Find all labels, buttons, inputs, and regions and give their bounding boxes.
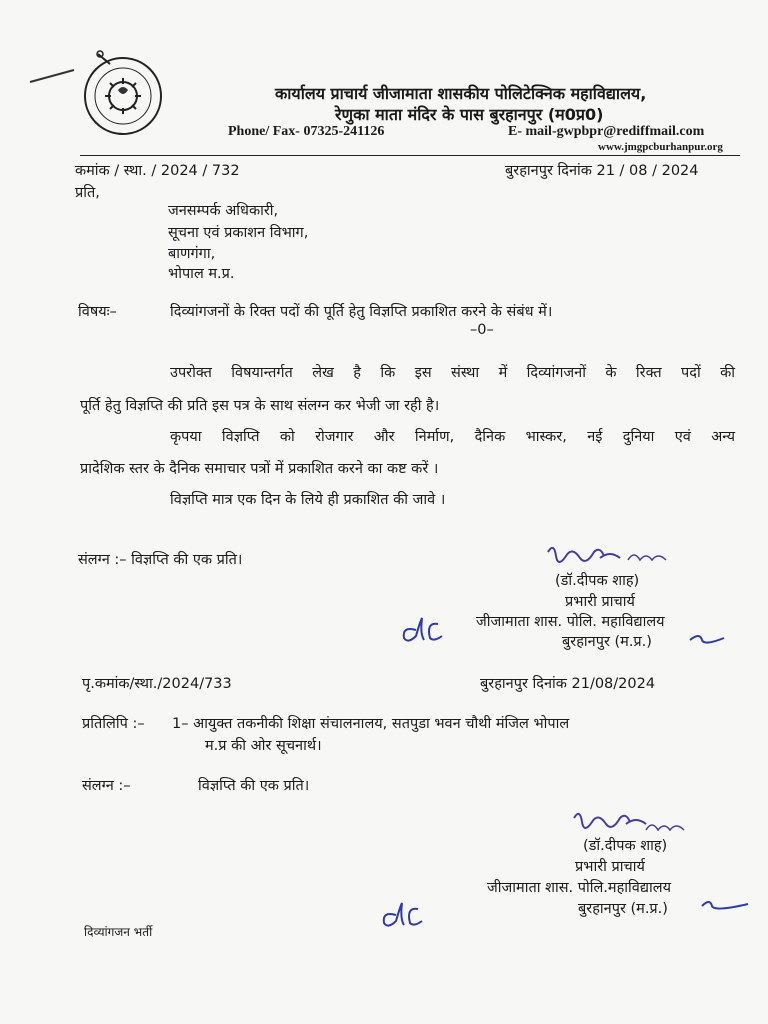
copy-signatory-name: (डॉ.दीपक शाह) bbox=[583, 838, 668, 854]
website: www.jmgpcburhanpur.org bbox=[598, 141, 723, 153]
copy-signatory-place: बुरहानपुर (म.प्र.) bbox=[578, 901, 668, 917]
subject-mark: –0– bbox=[470, 322, 494, 338]
copy-reference-number: पृ.कमांक/स्था./2024/733 bbox=[82, 676, 232, 692]
paragraph-2-line2: प्रादेशिक स्तर के दैनिक समाचार पत्रों में प्रकाशित करने का कष्ट करें । bbox=[80, 461, 439, 477]
office-title-line2: रेणुका माता मंदिर के पास बुरहानपुर (म0प्र0) bbox=[335, 105, 604, 124]
office-title-line1: कार्यालय प्राचार्य जीजामाता शासकीय पोलिटेक्निक महाविद्यालय, bbox=[275, 84, 647, 103]
tick-mark bbox=[700, 896, 750, 916]
paragraph-1-line1: उपरोक्त विषयान्तर्गत लेख है कि इस संस्था में दिव्यांगजनों के रिक्त पदों की bbox=[170, 365, 735, 381]
phone-fax: Phone/ Fax- 07325-241126 bbox=[228, 124, 385, 139]
paragraph-2-line1: कृपया विज्ञप्ति को रोजगार और निर्माण, दैनिक भास्कर, नई दुनिया एवं अन्य bbox=[170, 429, 735, 445]
copy-label: प्रतिलिपि :– bbox=[82, 716, 145, 732]
email-address: E- mail-gwpbpr@rediffmail.com bbox=[508, 124, 705, 139]
signatory-org: जीजामाता शास. पोलि. महाविद्यालय bbox=[476, 614, 665, 630]
paragraph-3: विज्ञप्ति मात्र एक दिन के लिये ही प्रकाशित की जावे । bbox=[170, 492, 446, 508]
copy-item-line2: म.प्र की ओर सूचनार्थ। bbox=[205, 738, 322, 754]
reference-number: कमांक / स्था. / 2024 / 732 bbox=[75, 163, 240, 179]
copy-item-line1: 1– आयुक्त तकनीकी शिक्षा संचालनालय, सतपुडा भवन चौथी मंजिल भोपाल bbox=[172, 716, 570, 732]
subject-text: दिव्यांगजनों के रिक्त पदों की पूर्ति हेतु विज्ञप्ति प्रकाशित करने के संबंध में। bbox=[170, 304, 553, 320]
header-rule bbox=[80, 155, 740, 156]
footer-note: दिव्यांगजन भर्ती bbox=[84, 925, 153, 939]
to-prefix: प्रति, bbox=[75, 185, 100, 201]
initials-mark bbox=[378, 895, 438, 931]
recipient-line: सूचना एवं प्रकाशन विभाग, bbox=[168, 225, 309, 241]
tick-mark bbox=[686, 630, 726, 650]
subject-label: विषयः– bbox=[78, 304, 117, 320]
recipient-line: जनसम्पर्क अधिकारी, bbox=[168, 203, 279, 219]
signature-scribble bbox=[540, 540, 680, 574]
recipient-line: भोपाल म.प्र. bbox=[168, 266, 235, 282]
copy-signatory-title: प्रभारी प्राचार्य bbox=[575, 859, 645, 875]
initials-mark bbox=[398, 610, 458, 646]
letter-date: बुरहानपुर दिनांक 21 / 08 / 2024 bbox=[505, 163, 699, 179]
pen-mark bbox=[28, 66, 78, 86]
copy-enclosure-label: संलग्न :– bbox=[82, 778, 131, 794]
enclosure-note: संलग्न :– विज्ञप्ति की एक प्रति। bbox=[78, 552, 243, 568]
copy-date: बुरहानपुर दिनांक 21/08/2024 bbox=[480, 676, 656, 692]
copy-signatory-org: जीजामाता शास. पोलि.महाविद्यालय bbox=[487, 880, 671, 896]
signatory-title: प्रभारी प्राचार्य bbox=[565, 594, 635, 610]
copy-enclosure-text: विज्ञप्ति की एक प्रति। bbox=[198, 778, 310, 794]
signatory-name: (डॉ.दीपक शाह) bbox=[555, 573, 640, 589]
recipient-line: बाणगंगा, bbox=[168, 246, 216, 262]
signatory-place: बुरहानपुर (म.प्र.) bbox=[562, 634, 652, 650]
paragraph-1-line2: पूर्ति हेतु विज्ञप्ति की प्रति इस पत्र के साथ संलग्न कर भेजी जा रही है। bbox=[80, 398, 440, 414]
institute-logo bbox=[78, 48, 168, 138]
